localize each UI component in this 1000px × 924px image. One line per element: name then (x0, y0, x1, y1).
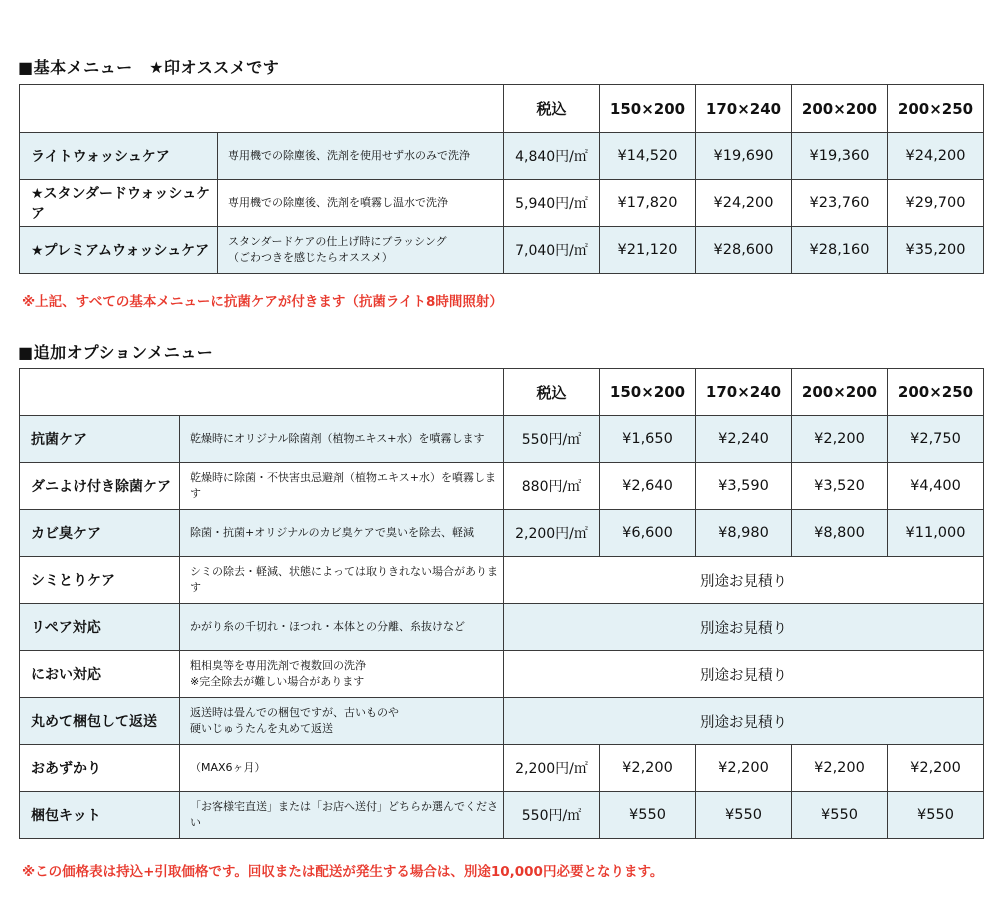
menu-name: カビ臭ケア (20, 510, 180, 557)
header-row (20, 85, 984, 133)
size-price: ¥19,360 (792, 133, 888, 180)
table-row (20, 745, 984, 792)
basic-menu-note: ※上記、すべての基本メニューに抗菌ケアが付きます（抗菌ライト8時間照射） (22, 294, 503, 310)
unit-price: 7,040円/㎡ (504, 227, 600, 274)
unit-price: 2,200円/㎡ (504, 745, 600, 792)
table-row (20, 698, 984, 745)
unit-price: 880円/㎡ (504, 463, 600, 510)
header-row (20, 369, 984, 416)
option-menu-table (19, 368, 984, 839)
menu-name: ★プレミアムウォッシュケア (20, 227, 218, 274)
menu-description: 「お客様宅直送」または「お店へ送付」どちらか選んでください (180, 792, 504, 839)
size-header: 150×200 (600, 369, 696, 416)
size-header: 170×240 (696, 85, 792, 133)
menu-name: 抗菌ケア (20, 416, 180, 463)
size-price: ¥550 (696, 792, 792, 839)
menu-description: 専用機での除塵後、洗剤を噴霧し温水で洗浄 (218, 180, 504, 227)
estimate-cell: 別途お見積り (504, 651, 984, 698)
size-price: ¥35,200 (888, 227, 984, 274)
menu-name: ★スタンダードウォッシュケア (20, 180, 218, 227)
menu-name: おあずかり (20, 745, 180, 792)
menu-description: スタンダードケアの仕上げ時にブラッシング （ごわつきを感じたらオススメ） (218, 227, 504, 274)
tax-header: 税込 (504, 85, 600, 133)
menu-description: かがり糸の千切れ・ほつれ・本体との分離、糸抜けなど (180, 604, 504, 651)
size-price: ¥2,200 (888, 745, 984, 792)
menu-description: （MAX6ヶ月） (180, 745, 504, 792)
table-row (20, 463, 984, 510)
menu-description: 乾燥時にオリジナル除菌剤（植物エキス+水）を噴霧します (180, 416, 504, 463)
table-row (20, 227, 984, 274)
basic-menu-table (19, 84, 984, 274)
size-price: ¥28,160 (792, 227, 888, 274)
size-price: ¥550 (792, 792, 888, 839)
menu-description: 除菌・抗菌+オリジナルのカビ臭ケアで臭いを除去、軽減 (180, 510, 504, 557)
size-price: ¥23,760 (792, 180, 888, 227)
table-row (20, 180, 984, 227)
menu-name: 丸めて梱包して返送 (20, 698, 180, 745)
unit-price: 550円/㎡ (504, 792, 600, 839)
menu-description: シミの除去・軽減、状態によっては取りきれない場合があります (180, 557, 504, 604)
size-price: ¥2,750 (888, 416, 984, 463)
unit-price: 4,840円/㎡ (504, 133, 600, 180)
size-price: ¥550 (888, 792, 984, 839)
menu-name: ライトウォッシュケア (20, 133, 218, 180)
tax-header: 税込 (504, 369, 600, 416)
unit-price: 5,940円/㎡ (504, 180, 600, 227)
size-header: 170×240 (696, 369, 792, 416)
size-price: ¥24,200 (696, 180, 792, 227)
size-header: 200×200 (792, 369, 888, 416)
size-price: ¥11,000 (888, 510, 984, 557)
size-price: ¥29,700 (888, 180, 984, 227)
size-price: ¥6,600 (600, 510, 696, 557)
menu-description: 乾燥時に除菌・不快害虫忌避剤（植物エキス+水）を噴霧します (180, 463, 504, 510)
unit-price: 550円/㎡ (504, 416, 600, 463)
size-price: ¥17,820 (600, 180, 696, 227)
table-row (20, 416, 984, 463)
table-row (20, 557, 984, 604)
size-price: ¥28,600 (696, 227, 792, 274)
size-price: ¥550 (600, 792, 696, 839)
size-header: 150×200 (600, 85, 696, 133)
size-price: ¥2,640 (600, 463, 696, 510)
size-price: ¥3,590 (696, 463, 792, 510)
estimate-cell: 別途お見積り (504, 604, 984, 651)
menu-name: 梱包キット (20, 792, 180, 839)
size-price: ¥3,520 (792, 463, 888, 510)
menu-name: シミとりケア (20, 557, 180, 604)
size-price: ¥21,120 (600, 227, 696, 274)
header-blank-cell (20, 85, 504, 133)
size-price: ¥4,400 (888, 463, 984, 510)
table-row (20, 510, 984, 557)
estimate-cell: 別途お見積り (504, 557, 984, 604)
size-price: ¥8,800 (792, 510, 888, 557)
header-blank-cell (20, 369, 504, 416)
table-row (20, 133, 984, 180)
size-price: ¥24,200 (888, 133, 984, 180)
size-price: ¥8,980 (696, 510, 792, 557)
size-price: ¥1,650 (600, 416, 696, 463)
basic-menu-heading: ■基本メニュー ★印オススメです (18, 58, 280, 77)
size-price: ¥2,200 (792, 416, 888, 463)
table-row (20, 792, 984, 839)
menu-description: 専用機での除塵後、洗剤を使用せず水のみで洗浄 (218, 133, 504, 180)
size-header: 200×250 (888, 85, 984, 133)
option-menu-note: ※この価格表は持込+引取価格です。回収または配送が発生する場合は、別途10,000円必要となります。 (22, 864, 664, 880)
menu-description: 返送時は畳んでの梱包ですが、古いものや 硬いじゅうたんを丸めて返送 (180, 698, 504, 745)
table-row (20, 604, 984, 651)
option-menu-heading: ■追加オプションメニュー (18, 343, 214, 362)
size-price: ¥2,200 (600, 745, 696, 792)
menu-name: ダニよけ付き除菌ケア (20, 463, 180, 510)
menu-name: におい対応 (20, 651, 180, 698)
size-price: ¥2,240 (696, 416, 792, 463)
estimate-cell: 別途お見積り (504, 698, 984, 745)
size-price: ¥2,200 (792, 745, 888, 792)
menu-description: 粗相臭等を専用洗剤で複数回の洗浄 ※完全除去が難しい場合があります (180, 651, 504, 698)
menu-name: リペア対応 (20, 604, 180, 651)
size-price: ¥2,200 (696, 745, 792, 792)
size-price: ¥14,520 (600, 133, 696, 180)
size-header: 200×250 (888, 369, 984, 416)
size-price: ¥19,690 (696, 133, 792, 180)
table-row (20, 651, 984, 698)
size-header: 200×200 (792, 85, 888, 133)
unit-price: 2,200円/㎡ (504, 510, 600, 557)
